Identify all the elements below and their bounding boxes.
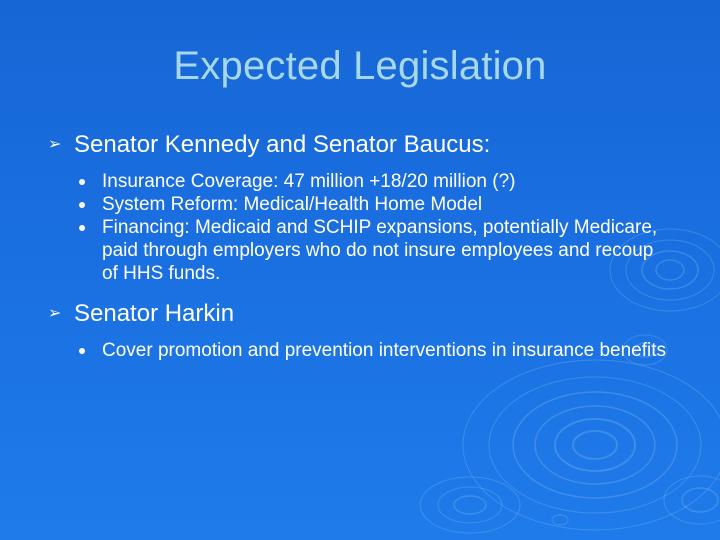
section-heading: Senator Kennedy and Senator Baucus: [74, 131, 491, 158]
slide-content [48, 130, 688, 362]
list-item-text: System Reform: Medical/Health Home Model [102, 194, 483, 215]
list-item [74, 339, 688, 362]
arrowhead-bullet-icon: ➢ [48, 305, 62, 322]
section-heading-row [48, 299, 688, 329]
list-item [74, 193, 688, 216]
list-item-text: Insurance Coverage: 47 million +18/20 million (?) [102, 171, 516, 192]
bullet-list [48, 339, 688, 362]
section-heading: Senator Harkin [74, 300, 235, 327]
section-harkin [48, 299, 688, 362]
list-item [74, 216, 688, 285]
bullet-list [48, 170, 688, 285]
section-kennedy-baucus [48, 130, 688, 285]
dot-bullet-icon [74, 339, 102, 362]
dot-bullet-icon [74, 216, 102, 239]
arrowhead-bullet-icon: ➢ [48, 136, 62, 153]
dot-bullet-icon [74, 170, 102, 193]
slide-title: Expected Legislation [173, 44, 547, 88]
dot-bullet-icon [74, 193, 102, 216]
section-heading-row [48, 130, 688, 160]
list-item-text: Financing: Medicaid and SCHIP expansions, potentially Medicare, paid through employers who do not insure employees and recoup of HHS funds. [102, 217, 658, 284]
list-item-text: Cover promotion and prevention interventions in insurance benefits [102, 340, 666, 361]
list-item [74, 170, 688, 193]
